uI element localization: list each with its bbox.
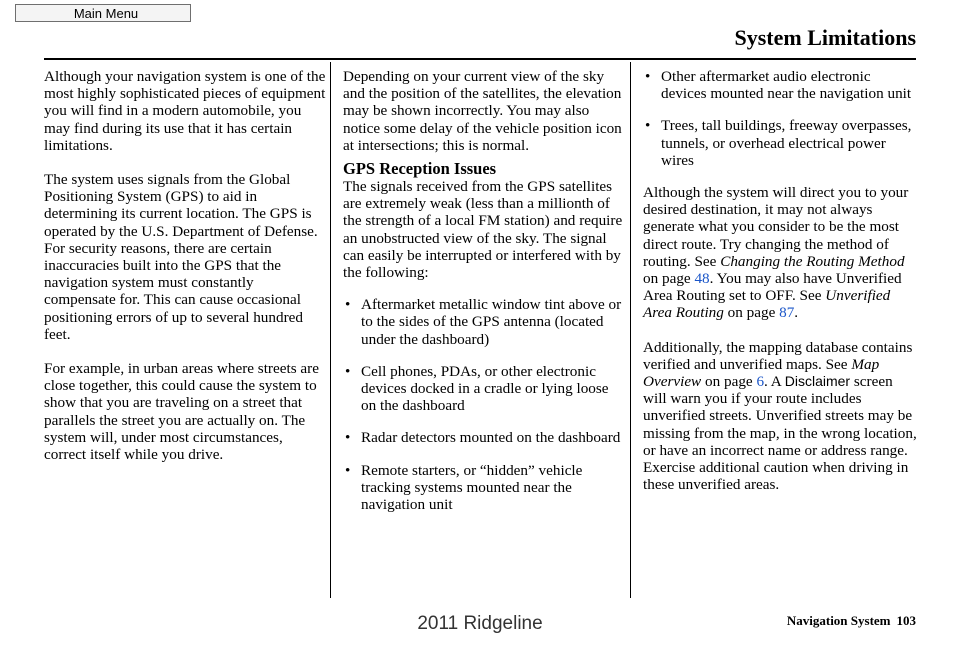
routing-method-reference: Changing the Routing Method [720, 252, 905, 270]
interference-list [343, 296, 623, 513]
page-6-link[interactable]: 6 [756, 373, 765, 391]
column-2 [343, 68, 623, 528]
column-3 [643, 68, 919, 510]
page-87-link[interactable]: 87 [779, 304, 795, 322]
list-item: • Aftermarket metallic window tint above or to the sides of the GPS antenna (located under the dashboard) [343, 296, 623, 348]
column-1 [44, 68, 328, 480]
list-item: • Cell phones, PDAs, or other electronic devices docked in a cradle or lying loose on the dashboard [343, 363, 623, 415]
unverified-routing-reference: Unverified Area Routing [643, 287, 891, 322]
page-title: System Limitations [734, 25, 916, 50]
list-item: • Other aftermarket audio electronic devices mounted near the navigation unit [643, 68, 919, 102]
map-overview-reference: Map Overview [643, 355, 880, 391]
list-item: • Remote starters, or “hidden” vehicle tracking systems mounted near the navigation unit [343, 462, 623, 514]
page-number: 103 [896, 613, 916, 628]
title-divider [44, 58, 916, 60]
disclaimer-term: Disclaimer [784, 373, 851, 390]
watermark: 2011 Ridgeline [417, 613, 543, 634]
list-item: • Trees, tall buildings, freeway overpasses, tunnels, or overhead electrical power wires [643, 117, 919, 169]
section-name: Navigation System [786, 613, 891, 628]
page-48-link[interactable]: 48 [694, 270, 710, 288]
column-divider-2 [630, 62, 631, 598]
interference-list-continued [643, 68, 919, 169]
routing-paragraph: Although the system will direct you to your desired destination, it may not always generate what you consider to be the most direct route. Try changing the method of routing. See Changing the Routing Method on page 48. You may also have Unverified Area Routing set to OFF. See Unverified Area Routing on page 87. [643, 184, 909, 322]
reception-paragraph: The signals received from the GPS satellites are extremely weak (less than a millionth of the strength of a local FM station) and require an unobstructed view of the sky. The signal can easily be interrupted or interfered with by the following: [343, 178, 623, 282]
elevation-paragraph: Depending on your current view of the sky and the position of the satellites, the elevation may be shown incorrectly. You may also notice some delay of the vehicle position icon at intersections; this is normal. [343, 68, 622, 154]
list-item: • Radar detectors mounted on the dashboard [343, 429, 623, 446]
mapping-database-paragraph: Additionally, the mapping database contains verified and unverified maps. See Map Overview on page 6. A Disclaimer screen will warn you if your route includes unverified streets. Unverified streets may be missing from the map, in the wrong location, or have an incorrect name or address range. Exercise additional caution when driving in these unverified areas. [643, 338, 917, 494]
gps-paragraph: The system uses signals from the Global Positioning System (GPS) to aid in determining its current location. The GPS is operated by the U.S. Department of Defense. For security reasons, there are certain inaccuracies built into the GPS that the navigation system must constantly compensate for. This can cause occasional positioning errors of up to several hundred feet. [44, 171, 318, 343]
urban-example-paragraph: For example, in urban areas where streets are close together, this could cause the system to show that you are traveling on a street that parallels the street you are actually on. The system will, under most circumstances, correct itself while you drive. [44, 360, 319, 464]
intro-paragraph: Although your navigation system is one of the most highly sophisticated pieces of equipment you will find in a modern automobile, you may find during its use that it has certain limitations. [44, 68, 326, 154]
column-divider-1 [330, 62, 331, 598]
gps-reception-heading: GPS Reception Issues [343, 159, 497, 179]
main-menu-button[interactable]: Main Menu [15, 4, 191, 22]
